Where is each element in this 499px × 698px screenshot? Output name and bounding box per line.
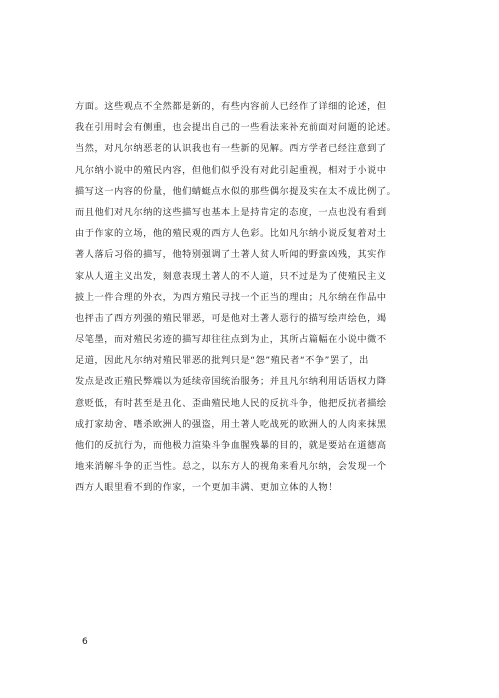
text-line: 家从人道主义出发，刻意表现土著人的不人道，只不过是为了使殖民主义 [75, 270, 387, 282]
text-line: 西方人眼里看不到的作家，一个更加丰满、更加立体的人物！ [75, 482, 338, 494]
text-line: 著人落后习俗的描写，他特别强调了土著人贫人听闻的野蛮凶残，其实作 [75, 249, 387, 261]
text-line: 方面。这些观点不全然都是新的，有些内容前人已经作了详细的论述，但 [75, 101, 387, 112]
text-line: 披上一件合理的外衣，为西方殖民寻找一个正当的理由；凡尔纳在作品中 [75, 291, 387, 303]
text-line: 由于作家的立场，他的殖民观的西方人色彩。比如凡尔纳小说反复着对土 [75, 228, 387, 240]
text-line: 地来消解斗争的正当性。总之，以东方人的视角来看凡尔纳，会发现一个 [75, 461, 387, 473]
text-line: 足道，因此凡尔纳对殖民罪恶的批判只是“怨”殖民者“不争”罢了，出 [75, 355, 369, 367]
text-line: 凡尔纳小说中的殖民内容，但他们似乎没有对此引起重视，相对于小说中 [75, 164, 387, 176]
text-line: 他们的反抗行为，而他极力渲染斗争血腥残暴的目的，就是要站在道德高 [75, 440, 387, 451]
page-number: 6 [82, 637, 88, 647]
text-line: 我在引用时会有侧重，也会提出自己的一些看法来补充前面对问题的论述。 [75, 122, 397, 134]
text-line: 意贬低，有时甚至是丑化、歪曲殖民地人民的反抗斗争，他把反抗者描绘 [75, 397, 387, 409]
text-line: 当然，对凡尔纳恶老的认识我也有一些新的见解。西方学者已经注意到了 [75, 143, 387, 155]
text-line: 描写这一内容的份量，他们蜻蜓点水似的那些偶尔提及实在太不成比例了。 [75, 185, 397, 197]
text-line: 而且他们对凡尔纳的这些描写也基本上是持肯定的态度，一点也没有看到 [75, 206, 387, 218]
body-text [75, 96, 425, 499]
text-line: 也抨击了西方列强的殖民罪恶，可是他对土著人惡行的描写绘声绘色，竭 [75, 312, 387, 324]
text-line: 发点是改正殖民弊端以为延续帝国统治服务；并且凡尔纳利用话语权力降 [75, 376, 387, 388]
text-line: 成打家劫舍、嗜杀欧洲人的强盗，用土著人吃战死的欧洲人的人肉来抹黑 [75, 418, 387, 430]
text-line: 尽笔墨，而对殖民劣迹的描写却往往点到为止，其所占篇幅在小说中微不 [75, 334, 387, 346]
